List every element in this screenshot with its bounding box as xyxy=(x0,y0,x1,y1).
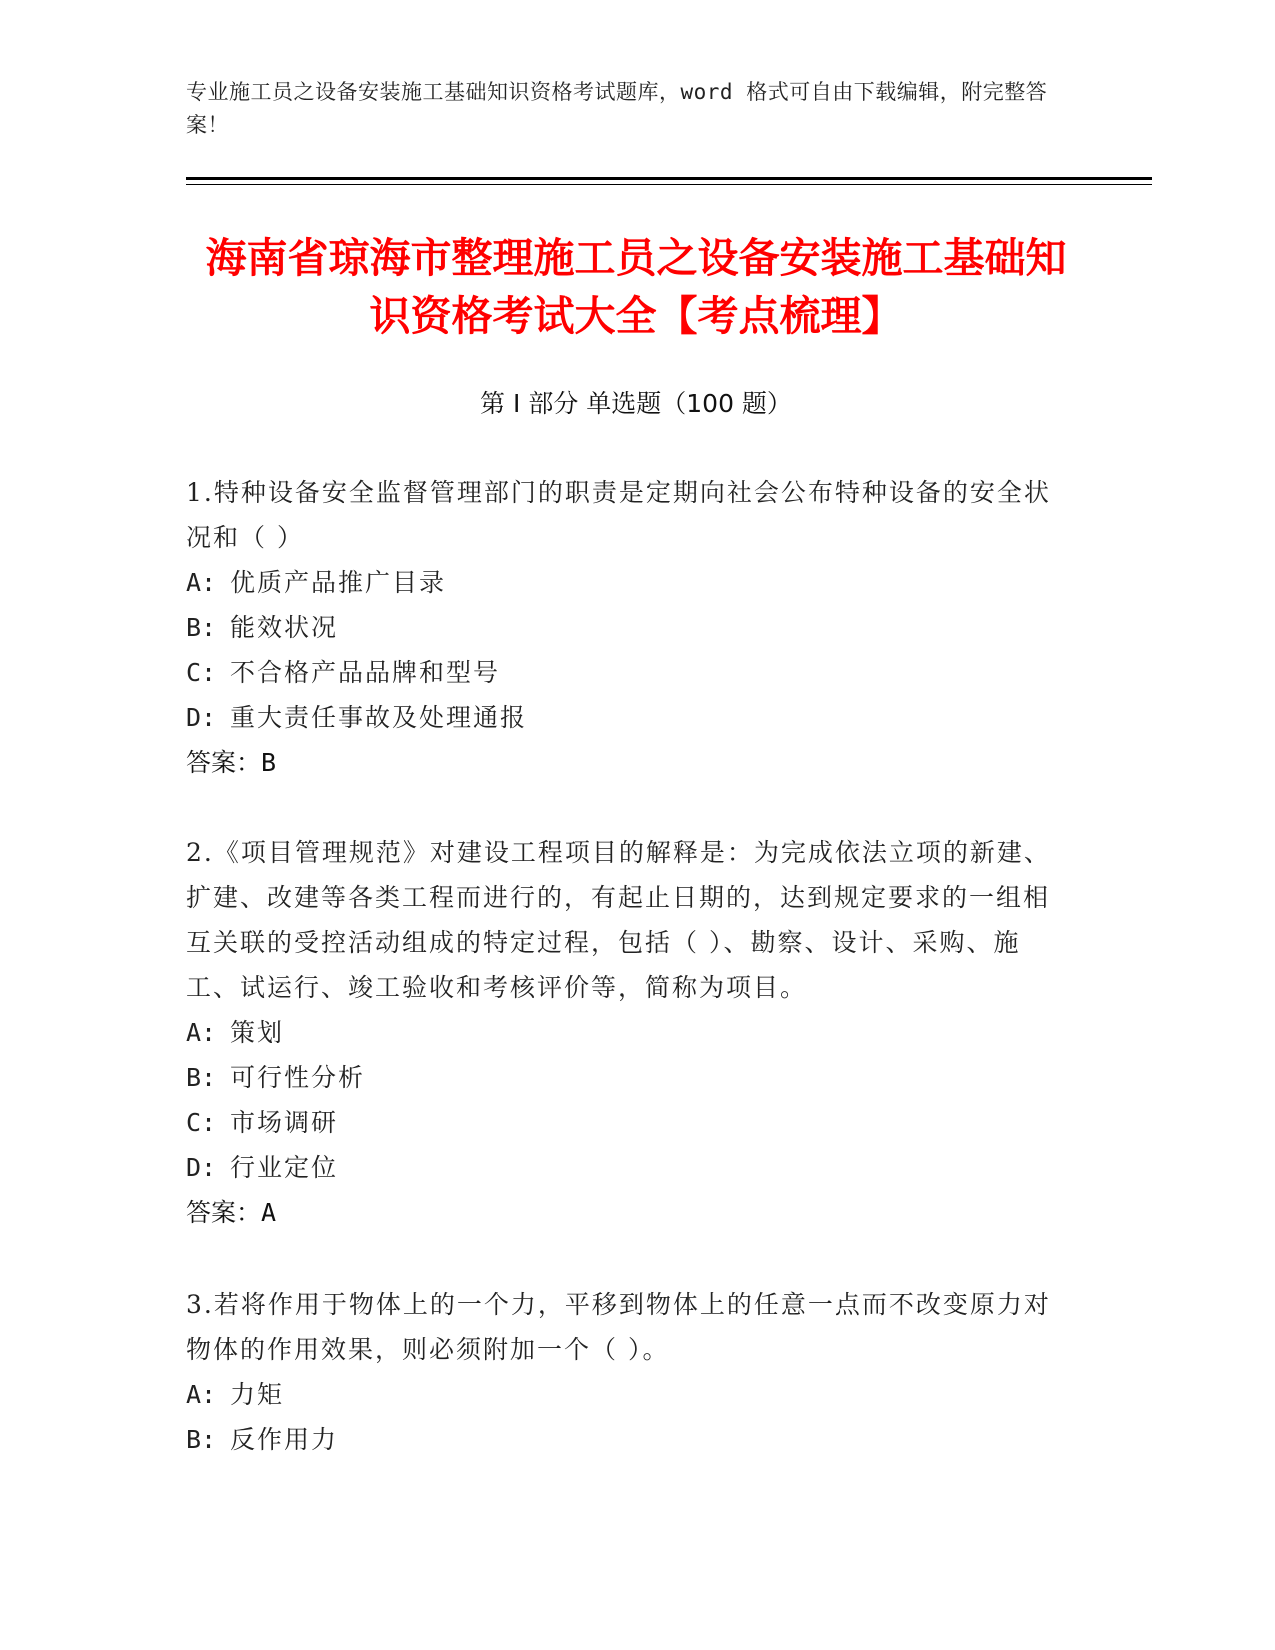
header-divider-thin xyxy=(186,184,1152,185)
option-text: 反作用力 xyxy=(230,1425,339,1454)
header-note: 专业施工员之设备安装施工基础知识资格考试题库，word 格式可自由下载编辑，附完整答案！ xyxy=(186,80,1048,137)
header-divider-thick xyxy=(186,177,1152,180)
option-c xyxy=(186,1100,1066,1145)
section-heading: 第 I 部分 单选题（100 题） xyxy=(480,389,792,418)
option-b xyxy=(186,1417,1066,1462)
option-b xyxy=(186,605,1066,650)
option-letter: C: xyxy=(186,658,217,687)
option-letter: B: xyxy=(186,1425,217,1454)
option-b xyxy=(186,1055,1066,1100)
option-a xyxy=(186,1372,1066,1417)
option-text: 力矩 xyxy=(230,1380,285,1409)
answer-line xyxy=(186,740,1066,785)
question-stem: 1.特种设备安全监督管理部门的职责是定期向社会公布特种设备的安全状况和（ ） xyxy=(186,478,1051,552)
question-3 xyxy=(186,1282,1066,1462)
answer-value: A xyxy=(261,1198,277,1227)
option-letter: B: xyxy=(186,613,217,642)
question-stem: 3.若将作用于物体上的一个力，平移到物体上的任意一点而不改变原力对物体的作用效果，则必须附加一个（ ）。 xyxy=(186,1290,1051,1364)
option-letter: B: xyxy=(186,1063,217,1092)
option-a xyxy=(186,1010,1066,1055)
option-text: 市场调研 xyxy=(230,1108,339,1137)
option-letter: A: xyxy=(186,568,217,597)
option-text: 策划 xyxy=(230,1018,285,1047)
option-letter: A: xyxy=(186,1380,217,1409)
option-letter: C: xyxy=(186,1108,217,1137)
answer-line xyxy=(186,1190,1066,1235)
option-text: 可行性分析 xyxy=(230,1063,366,1092)
option-a xyxy=(186,560,1066,605)
option-text: 能效状况 xyxy=(230,613,339,642)
option-d xyxy=(186,1145,1066,1190)
question-stem: 2.《项目管理规范》对建设工程项目的解释是：为完成依法立项的新建、扩建、改建等各类工程而进行的，有起止日期的，达到规定要求的一组相互关联的受控活动组成的特定过程，包括（ ）、勘察、设计、采购、施工、试运行、竣工验收和考核评价等，简称为项目。 xyxy=(186,838,1051,1002)
question-1 xyxy=(186,470,1066,785)
option-d xyxy=(186,695,1066,740)
option-letter: D: xyxy=(186,1153,217,1182)
option-letter: A: xyxy=(186,1018,217,1047)
answer-label: 答案： xyxy=(186,748,262,777)
document-title: 海南省琼海市整理施工员之设备安装施工基础知识资格考试大全【考点梳理】 xyxy=(205,234,1067,340)
answer-value: B xyxy=(261,748,277,777)
option-text: 不合格产品品牌和型号 xyxy=(230,658,501,687)
option-text: 优质产品推广目录 xyxy=(230,568,447,597)
option-c xyxy=(186,650,1066,695)
answer-label: 答案： xyxy=(186,1198,262,1227)
option-letter: D: xyxy=(186,703,217,732)
question-2 xyxy=(186,830,1066,1235)
option-text: 重大责任事故及处理通报 xyxy=(230,703,528,732)
option-text: 行业定位 xyxy=(230,1153,339,1182)
